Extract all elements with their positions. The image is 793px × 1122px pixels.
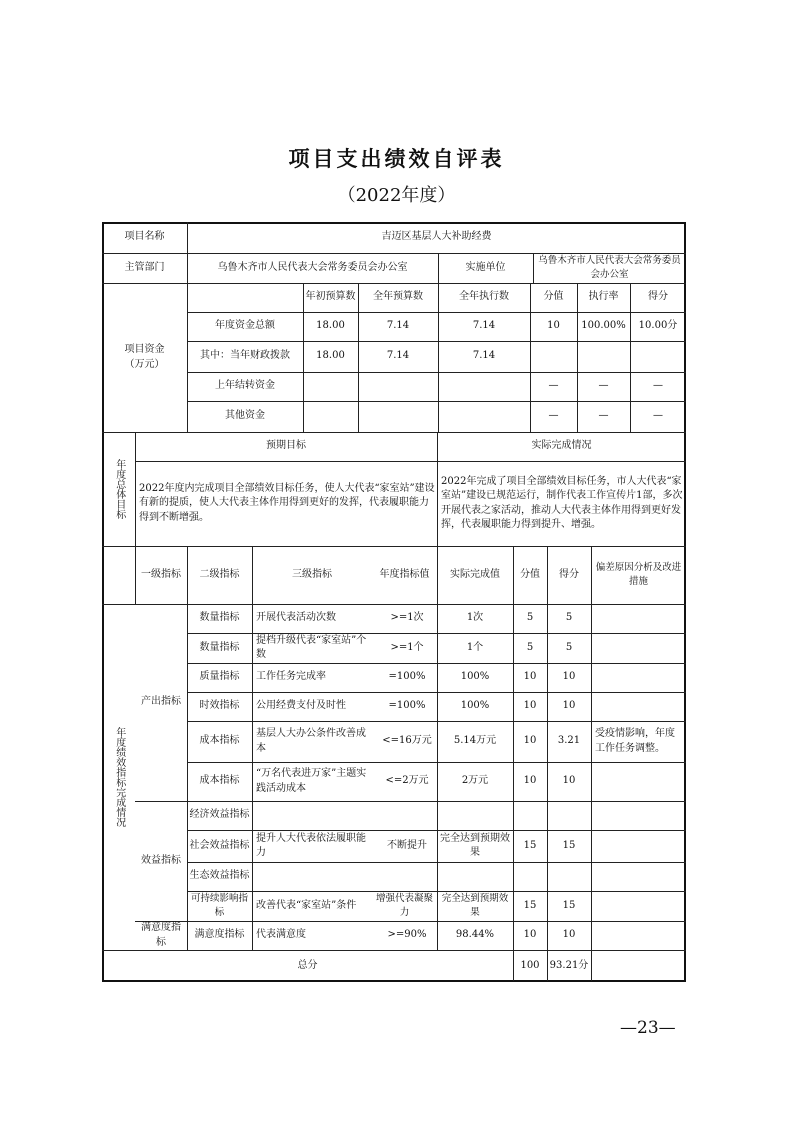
ind-row-score — [547, 801, 591, 830]
ind-row-target: <=16万元 — [382, 735, 432, 747]
funds-row-score: — — [653, 380, 663, 392]
ind-row-weight: 10 — [523, 671, 537, 683]
ind-row-target — [377, 801, 437, 830]
ind-row-note — [591, 921, 686, 950]
funds-row-score — [630, 341, 686, 372]
ind-row-weight: 5 — [526, 641, 534, 653]
goals-actual-text: 2022年完成了项目全部绩效目标任务，市人大代表“家室站”建设已规范运行，制作代表工作宣传片1部，多次开展代表之家活动，推动人大代表主体作用得到更好发挥，代表履职能力得到提升、增强。 — [441, 475, 683, 530]
ind-header-weight: 分值 — [520, 568, 540, 580]
ind-header-note: 偏差原因分析及改进措施 — [595, 562, 682, 587]
satisfaction-label: 满意度指标 — [141, 922, 181, 948]
ind-row-actual — [437, 862, 513, 891]
ind-row-score: 15 — [562, 839, 576, 851]
ind-row-score: 10 — [562, 775, 576, 787]
ind-row-note — [591, 830, 686, 862]
ind-row-weight: 15 — [523, 839, 537, 851]
ind-row-actual: 完全达到预期效果 — [440, 832, 510, 858]
funds-row-annual — [358, 372, 438, 401]
ind-row-score: 3.21 — [557, 735, 581, 747]
funds-row-name: 上年结转资金 — [215, 380, 275, 392]
funds-row-executed: 7.14 — [472, 350, 496, 362]
page-subtitle: （2022年度） — [337, 185, 456, 206]
funds-row-executed — [438, 401, 530, 432]
ind-row-note — [591, 762, 686, 801]
funds-row-score: — — [653, 410, 663, 422]
ind-row-l3 — [252, 862, 377, 891]
indicators-section-label: 年度绩效指标完成情况 — [113, 727, 125, 827]
ind-header-l1: 一级指标 — [141, 568, 181, 580]
funds-row-score: 10.00分 — [638, 320, 678, 332]
ind-row-l2: 可持续影响指标 — [190, 893, 248, 918]
impl-value: 乌鲁木齐市人民代表大会常务委员会办公室 — [538, 255, 681, 280]
funds-label: 项目资金 （万元） — [124, 344, 165, 370]
funds-row-initial: 18.00 — [316, 350, 345, 362]
ind-row-l2: 数量指标 — [199, 612, 240, 624]
ind-row-l3: 提档升级代表“家室站”个数 — [256, 634, 367, 660]
ind-row-weight: 10 — [523, 735, 537, 747]
ind-row-actual: 5.14万元 — [453, 735, 497, 747]
goals-expected-header: 预期目标 — [266, 440, 306, 452]
ind-row-actual: 100% — [460, 671, 490, 683]
ind-row-l3: “万名代表进万家”主题实践活动成本 — [256, 768, 367, 794]
funds-row-annual: 7.14 — [386, 350, 410, 362]
ind-row-l2: 质量指标 — [199, 671, 240, 683]
ind-row-note — [591, 604, 686, 633]
ind-row-score: 10 — [562, 929, 576, 941]
funds-row-initial: 18.00 — [316, 320, 345, 332]
funds-row-name: 其中：当年财政拨款 — [200, 350, 290, 362]
funds-row-rate: — — [598, 410, 609, 422]
ind-row-target: =100% — [388, 671, 426, 683]
project-name-label: 项目名称 — [124, 231, 165, 243]
ind-row-weight: 15 — [523, 899, 537, 911]
ind-row-weight: 10 — [523, 775, 537, 787]
funds-row-rate: 100.00% — [581, 320, 626, 332]
funds-row-rate — [577, 341, 630, 372]
ind-row-note — [591, 692, 686, 721]
goals-expected-text: 2022年度内完成项目全部绩效目标任务，使人大代表“家室站”建设有新的提质，使人大代表主体作用得到更好的发挥，代表履职能力得到不断增强。 — [139, 482, 435, 523]
ind-row-note — [591, 633, 686, 663]
ind-row-l3: 工作任务完成率 — [256, 671, 326, 683]
total-label: 总分 — [297, 959, 318, 971]
ind-row-l3 — [252, 801, 377, 830]
ind-row-score: 15 — [562, 899, 576, 911]
ind-row-actual: 2万元 — [461, 775, 489, 787]
dept-value: 乌鲁木齐市人民代表大会常务委员会办公室 — [217, 261, 408, 273]
ind-row-score: 5 — [565, 641, 573, 653]
ind-row-target: 增强代表凝聚力 — [375, 893, 433, 918]
funds-row-weight: — — [548, 380, 559, 392]
funds-row-name: 其他资金 — [225, 410, 265, 422]
funds-row-initial — [303, 372, 358, 401]
page-title: 项目支出绩效自评表 — [288, 147, 505, 171]
ind-row-l3: 代表满意度 — [256, 929, 306, 941]
funds-header-rate: 执行率 — [588, 291, 619, 303]
goals-actual-header: 实际完成情况 — [531, 440, 592, 452]
ind-row-target: =100% — [388, 700, 426, 712]
ind-row-l3: 提升人大代表依法履职能力 — [256, 832, 366, 858]
ind-row-target: >=1个 — [390, 641, 424, 653]
funds-header-executed: 全年执行数 — [459, 291, 509, 303]
dept-label: 主管部门 — [124, 261, 165, 273]
ind-row-target: >=90% — [387, 929, 427, 941]
total-score: 93.21分 — [549, 959, 589, 971]
ind-row-score: 5 — [565, 612, 573, 624]
ind-row-l3: 改善代表“家室站”条件 — [256, 899, 357, 911]
output-label: 产出指标 — [141, 696, 181, 708]
funds-header-score: 得分 — [648, 291, 668, 303]
ind-header-l3: 三级指标 — [292, 568, 332, 580]
ind-row-target: >=1次 — [390, 612, 424, 624]
ind-row-score: 10 — [562, 700, 576, 712]
funds-header-initial: 年初预算数 — [305, 291, 356, 303]
ind-row-actual: 1次 — [466, 612, 484, 624]
ind-header-target: 年度指标值 — [379, 568, 430, 580]
funds-row-weight: 10 — [547, 320, 560, 332]
goals-label: 年度总体目标 — [113, 459, 125, 519]
ind-row-l2: 满意度指标 — [194, 929, 245, 941]
ind-row-actual: 100% — [460, 700, 490, 712]
ind-row-target — [377, 862, 437, 891]
funds-row-executed — [438, 372, 530, 401]
impl-label: 实施单位 — [465, 261, 506, 273]
ind-row-target: 不断提升 — [387, 839, 427, 851]
funds-row-executed: 7.14 — [472, 320, 496, 332]
ind-row-l2: 成本指标 — [199, 775, 240, 787]
page-number: —23— — [620, 1018, 676, 1038]
ind-row-weight: 5 — [526, 612, 534, 624]
funds-row-name: 年度资金总额 — [215, 320, 275, 332]
ind-row-note — [591, 862, 686, 891]
ind-row-note: 受疫情影响，年度工作任务调整。 — [595, 728, 675, 754]
ind-header-actual: 实际完成值 — [450, 568, 500, 580]
ind-row-l3: 基层人大办公条件改善成本 — [256, 728, 366, 754]
ind-row-note — [591, 891, 686, 921]
ind-header-l2: 二级指标 — [199, 568, 240, 580]
funds-row-annual — [358, 401, 438, 432]
ind-row-weight — [513, 862, 547, 891]
funds-row-weight: — — [548, 410, 559, 422]
ind-row-note — [591, 663, 686, 692]
ind-row-score — [547, 862, 591, 891]
ind-row-score: 10 — [562, 671, 576, 683]
project-name-value: 吉迈区基层人大补助经费 — [381, 231, 492, 243]
ind-row-l2: 成本指标 — [199, 735, 240, 747]
ind-row-l2: 社会效益指标 — [189, 839, 250, 851]
ind-row-l3: 公用经费支付及时性 — [256, 700, 346, 712]
ind-row-actual: 完全达到预期效果 — [441, 893, 509, 918]
ind-row-actual: 1个 — [466, 641, 484, 653]
funds-row-rate: — — [598, 380, 609, 392]
funds-header-weight: 分值 — [543, 291, 564, 303]
funds-row-weight — [530, 341, 577, 372]
ind-row-l2: 时效指标 — [199, 700, 240, 712]
funds-row-annual: 7.14 — [386, 320, 410, 332]
benefit-label: 效益指标 — [141, 854, 181, 866]
ind-row-actual: 98.44% — [455, 929, 495, 941]
ind-row-target: <=2万元 — [385, 775, 429, 787]
funds-header-annual: 全年预算数 — [373, 291, 423, 303]
ind-row-l2: 数量指标 — [199, 641, 240, 653]
ind-row-l2: 生态效益指标 — [189, 870, 250, 882]
ind-row-l2: 经济效益指标 — [189, 809, 250, 821]
ind-row-l3: 开展代表活动次数 — [256, 612, 336, 624]
ind-row-note — [591, 801, 686, 830]
ind-row-weight — [513, 801, 547, 830]
ind-row-weight: 10 — [523, 929, 537, 941]
ind-header-score: 得分 — [559, 568, 579, 580]
total-weight: 100 — [520, 959, 540, 971]
ind-row-weight: 10 — [523, 700, 537, 712]
ind-row-actual — [437, 801, 513, 830]
funds-row-initial — [303, 401, 358, 432]
